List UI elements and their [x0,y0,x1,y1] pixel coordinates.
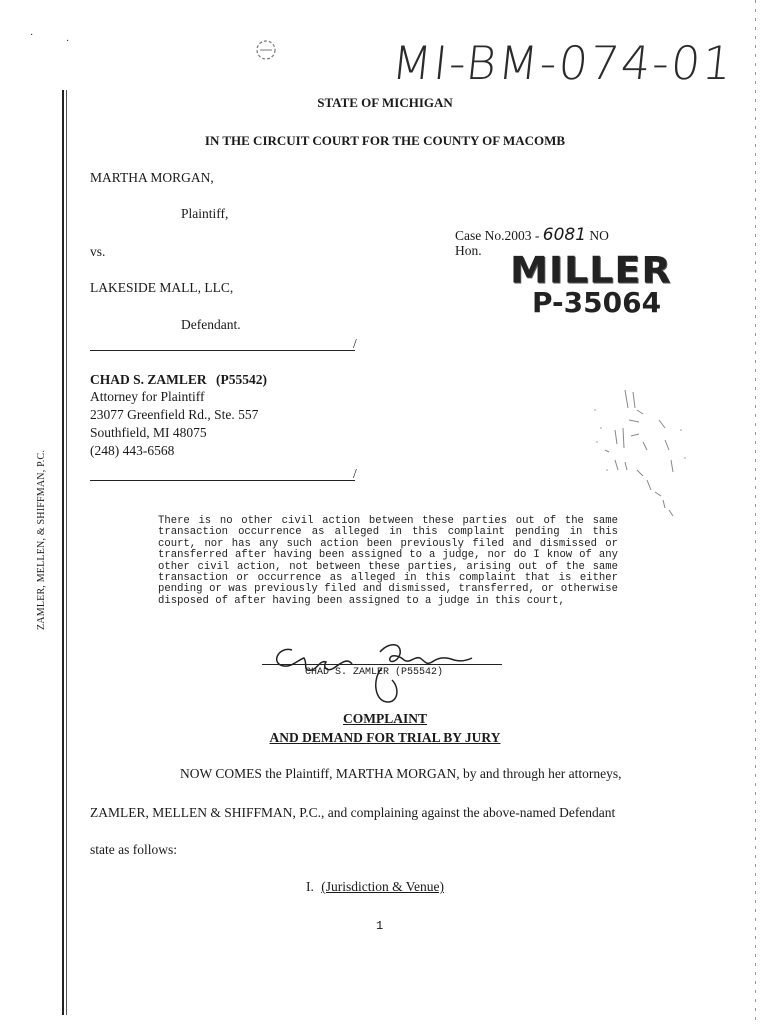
section-heading [306,879,444,895]
page-number: 1 [376,919,384,933]
attorney-bar-number: (P55542) [216,372,268,387]
defendant-name: LAKESIDE MALL, LLC, [90,280,234,295]
attorney-title: Attorney for Plaintiff [90,389,205,404]
attorney-name: CHAD S. ZAMLER [90,372,207,387]
scan-speck: · [66,36,70,47]
attorney-address-line2: Southfield, MI 48075 [90,425,207,440]
complaint-body-line3: state as follows: [90,842,177,857]
section-number: I. [306,879,314,894]
attorney-address-line1: 23077 Greenfield Rd., Ste. 557 [90,407,259,422]
judge-stamp-number: P-35064 [532,286,662,319]
related-action-notice [158,516,618,607]
caption-rule [90,350,355,351]
scan-speck: · [30,30,34,41]
attorney-slash: / [353,466,357,481]
attorney-rule [90,480,355,481]
court-heading: IN THE CIRCUIT COURT FOR THE COUNTY OF MACOMB [204,133,566,148]
section-title: (Jurisdiction & Venue) [321,879,444,894]
case-number-handwritten: 6081 [542,225,587,245]
plaintiff-name: MARTHA MORGAN, [90,170,214,185]
signer-name: CHAD S. ZAMLER (P55542) [305,667,444,678]
signature-line [262,664,502,665]
case-number-suffix: NO [589,228,609,243]
complaint-title: COMPLAINT [343,711,427,726]
firm-side-label: ZAMLER, MELLEN, & SHIFFMAN, P.C. [36,449,47,630]
attorney-phone: (248) 443-6568 [90,443,175,458]
plaintiff-role: Plaintiff, [181,206,229,221]
case-number [455,225,609,245]
complaint-body-line2: ZAMLER, MELLEN & SHIFFMAN, P.C., and complaining against the above-named Defendant [90,805,616,820]
handwritten-document-id: MI-BM-074-01 [389,36,737,90]
case-number-prefix: Case No.2003 - [455,228,540,243]
state-heading: STATE OF MICHIGAN [317,95,453,110]
filed-date-stamp [585,380,695,530]
hon-label: Hon. [455,243,482,258]
left-margin-rule-inner [66,90,67,1015]
versus-label: vs. [90,244,106,259]
judge-stamp-name: MILLER [510,249,672,291]
right-edge-dots [755,0,756,1024]
left-margin-rule [62,90,64,1015]
complaint-body-line1: NOW COMES the Plaintiff, MARTHA MORGAN, by and through her attorneys, [180,766,622,781]
smudge-mark [252,36,282,66]
notice-text: There is no other civil action between these parties out of the same transaction occurrence as alleged in this complaint pending in this court, nor has any such action been previously filed and dismissed or transferred after having been assigned to a judge, nor do I know of any other civil action, not between these parties, arising out of the same transaction or occurrence as alleged in this complaint that is either pending or was previously filed and dismissed, transferred, or otherwise disposed of after having been assigned to a judge in this court, [158,515,618,607]
complaint-subtitle: AND DEMAND FOR TRIAL BY JURY [269,730,501,745]
attorney-name-line [90,372,267,388]
defendant-role: Defendant. [181,317,241,332]
caption-slash: / [353,336,357,351]
